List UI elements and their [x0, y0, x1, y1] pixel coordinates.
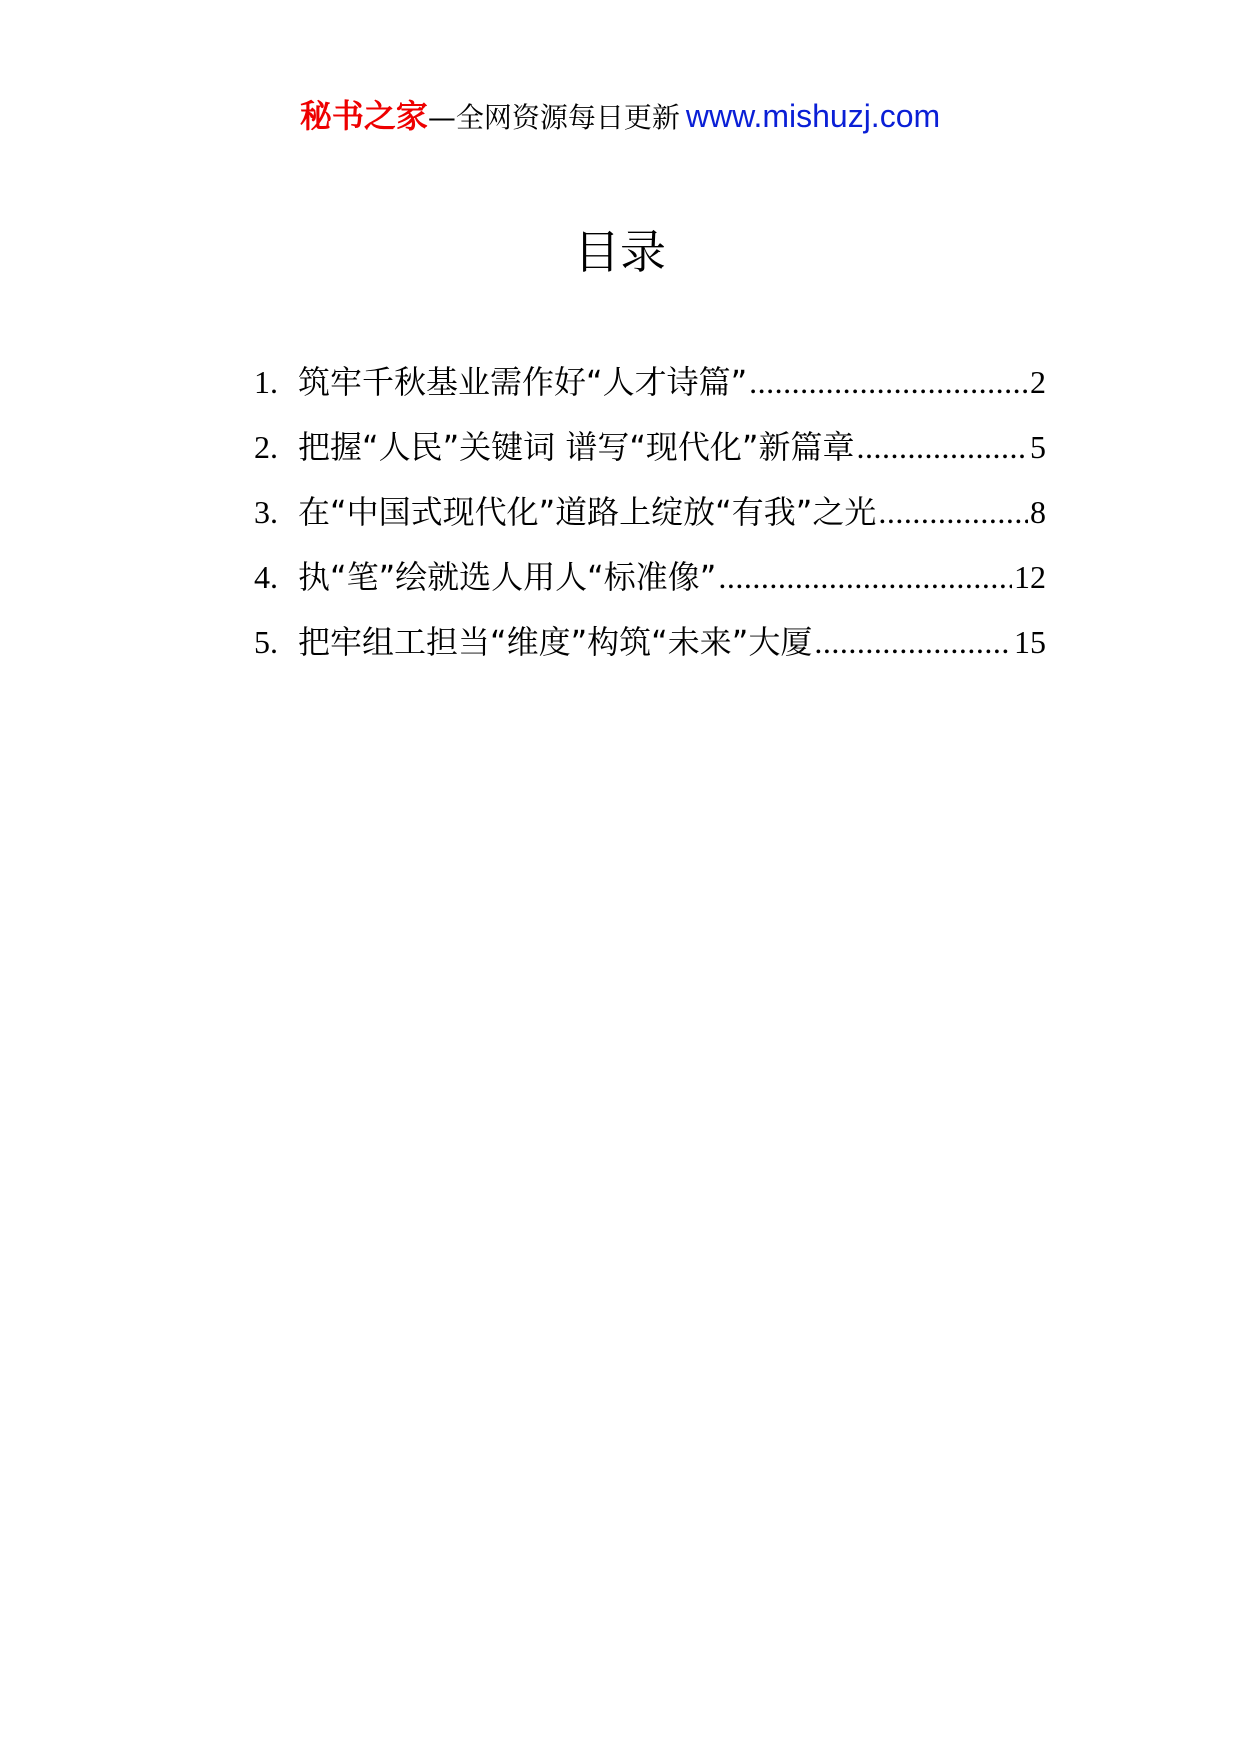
toc-entry-number: 2.: [254, 429, 278, 465]
toc-dot-leader: [878, 492, 1028, 532]
toc-entry-title: 把握“人民”关键词 谱写“现代化”新篇章: [298, 428, 855, 466]
toc-entry-page: 2: [1030, 364, 1046, 400]
page-title: 目录: [574, 225, 666, 279]
toc-entry-page: 15: [1014, 624, 1046, 660]
toc-entry-page: 5: [1030, 429, 1046, 465]
toc-entry-title: 在“中国式现代化”道路上绽放“有我”之光: [298, 493, 877, 531]
toc-dot-leader: [814, 622, 1012, 662]
toc-entry-page: 12: [1014, 559, 1046, 595]
toc-entry-number: 5.: [254, 624, 278, 660]
toc-dot-leader: [718, 557, 1012, 597]
table-of-contents: [254, 362, 1046, 687]
toc-entry[interactable]: [254, 427, 1046, 492]
toc-entry-number: 4.: [254, 559, 278, 595]
toc-entry-number: 3.: [254, 494, 278, 530]
toc-dot-leader: [857, 427, 1029, 467]
toc-entry-title: 筑牢千秋基业需作好“人才诗篇”: [298, 363, 748, 401]
toc-entry[interactable]: [254, 492, 1046, 557]
toc-entry-title: 把牢组工担当“维度”构筑“未来”大厦: [298, 623, 813, 661]
toc-dot-leader: [749, 362, 1028, 402]
toc-entry[interactable]: [254, 557, 1046, 622]
toc-entry[interactable]: [254, 362, 1046, 427]
toc-entry-number: 1.: [254, 364, 278, 400]
toc-entry-page: 8: [1030, 494, 1046, 530]
site-header: [0, 96, 1240, 138]
header-tagline: —全网资源每日更新: [427, 101, 680, 134]
brand-name: 秘书之家: [299, 97, 428, 135]
toc-entry[interactable]: [254, 622, 1046, 687]
toc-entry-title: 执“笔”绘就选人用人“标准像”: [298, 558, 717, 596]
site-url-link[interactable]: www.mishuzj.com: [685, 98, 941, 134]
